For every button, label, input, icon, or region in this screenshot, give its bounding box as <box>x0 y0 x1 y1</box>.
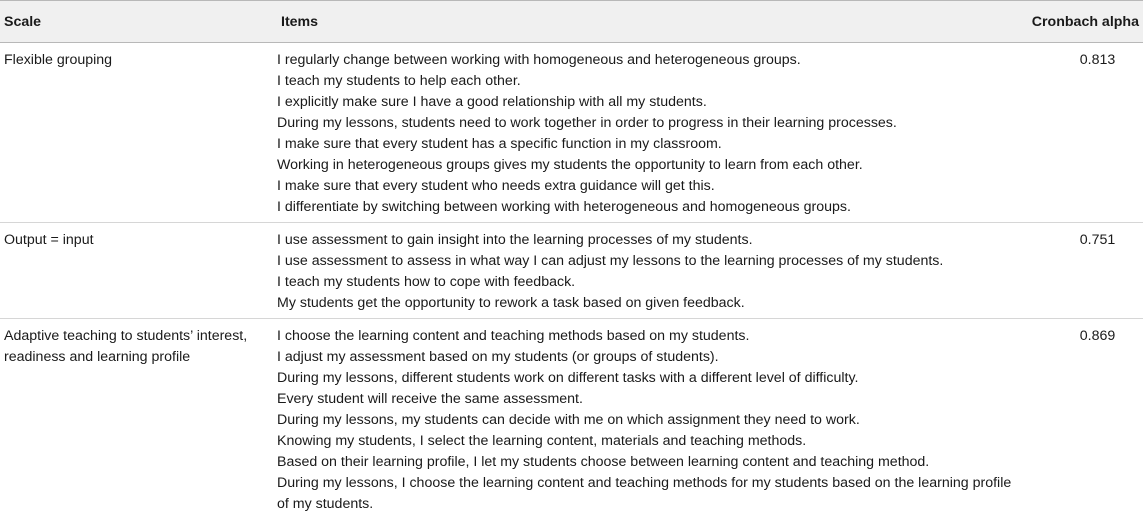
table-row-adaptive-teaching <box>0 319 1143 519</box>
item-text: During my lessons, students need to work together in order to progress in their learning processes. <box>277 113 1018 134</box>
header-cronbach-alpha: Cronbach alpha <box>1018 1 1143 43</box>
item-text: I regularly change between working with homogeneous and heterogeneous groups. <box>277 50 1018 71</box>
item-text: I make sure that every student who needs extra guidance will get this. <box>277 176 1018 197</box>
scale-cell: Output = input <box>0 223 277 319</box>
table-body <box>0 43 1143 519</box>
item-text: During my lessons, my students can decide with me on which assignment they need to work. <box>277 410 1018 431</box>
item-text: I choose the learning content and teaching methods based on my students. <box>277 326 1018 347</box>
item-text: I teach my students to help each other. <box>277 71 1018 92</box>
header-scale: Scale <box>0 1 277 43</box>
item-text: I use assessment to gain insight into the learning processes of my students. <box>277 230 1018 251</box>
scale-cell: Flexible grouping <box>0 43 277 223</box>
item-text: During my lessons, different students work on different tasks with a different level of difficulty. <box>277 368 1018 389</box>
table-row-output-input <box>0 223 1143 319</box>
table-header <box>0 1 1143 43</box>
item-text: Knowing my students, I select the learning content, materials and teaching methods. <box>277 431 1018 452</box>
item-text: I differentiate by switching between working with heterogeneous and homogeneous groups. <box>277 197 1018 218</box>
items-cell <box>277 43 1018 223</box>
item-text: Every student will receive the same assessment. <box>277 389 1018 410</box>
scale-cell: Adaptive teaching to students’ interest, readiness and learning profile <box>0 319 277 519</box>
item-text: My students get the opportunity to rework a task based on given feedback. <box>277 293 1018 314</box>
item-text: I explicitly make sure I have a good relationship with all my students. <box>277 92 1018 113</box>
item-text: During my lessons, I choose the learning content and teaching methods for my students based on the learning profile of my students. <box>277 473 1018 515</box>
table-row-flexible-grouping <box>0 43 1143 223</box>
alpha-value: 0.751 <box>1018 223 1143 319</box>
item-text: I teach my students how to cope with feedback. <box>277 272 1018 293</box>
alpha-value: 0.813 <box>1018 43 1143 223</box>
items-cell <box>277 319 1018 519</box>
item-text: I use assessment to assess in what way I can adjust my lessons to the learning processes of my students. <box>277 251 1018 272</box>
header-row <box>0 1 1143 43</box>
item-text: Working in heterogeneous groups gives my students the opportunity to learn from each other. <box>277 155 1018 176</box>
item-text: I make sure that every student has a specific function in my classroom. <box>277 134 1018 155</box>
alpha-value: 0.869 <box>1018 319 1143 519</box>
header-items: Items <box>277 1 1018 43</box>
items-cell <box>277 223 1018 319</box>
item-text: I adjust my assessment based on my students (or groups of students). <box>277 347 1018 368</box>
item-text: Based on their learning profile, I let my students choose between learning content and teaching method. <box>277 452 1018 473</box>
